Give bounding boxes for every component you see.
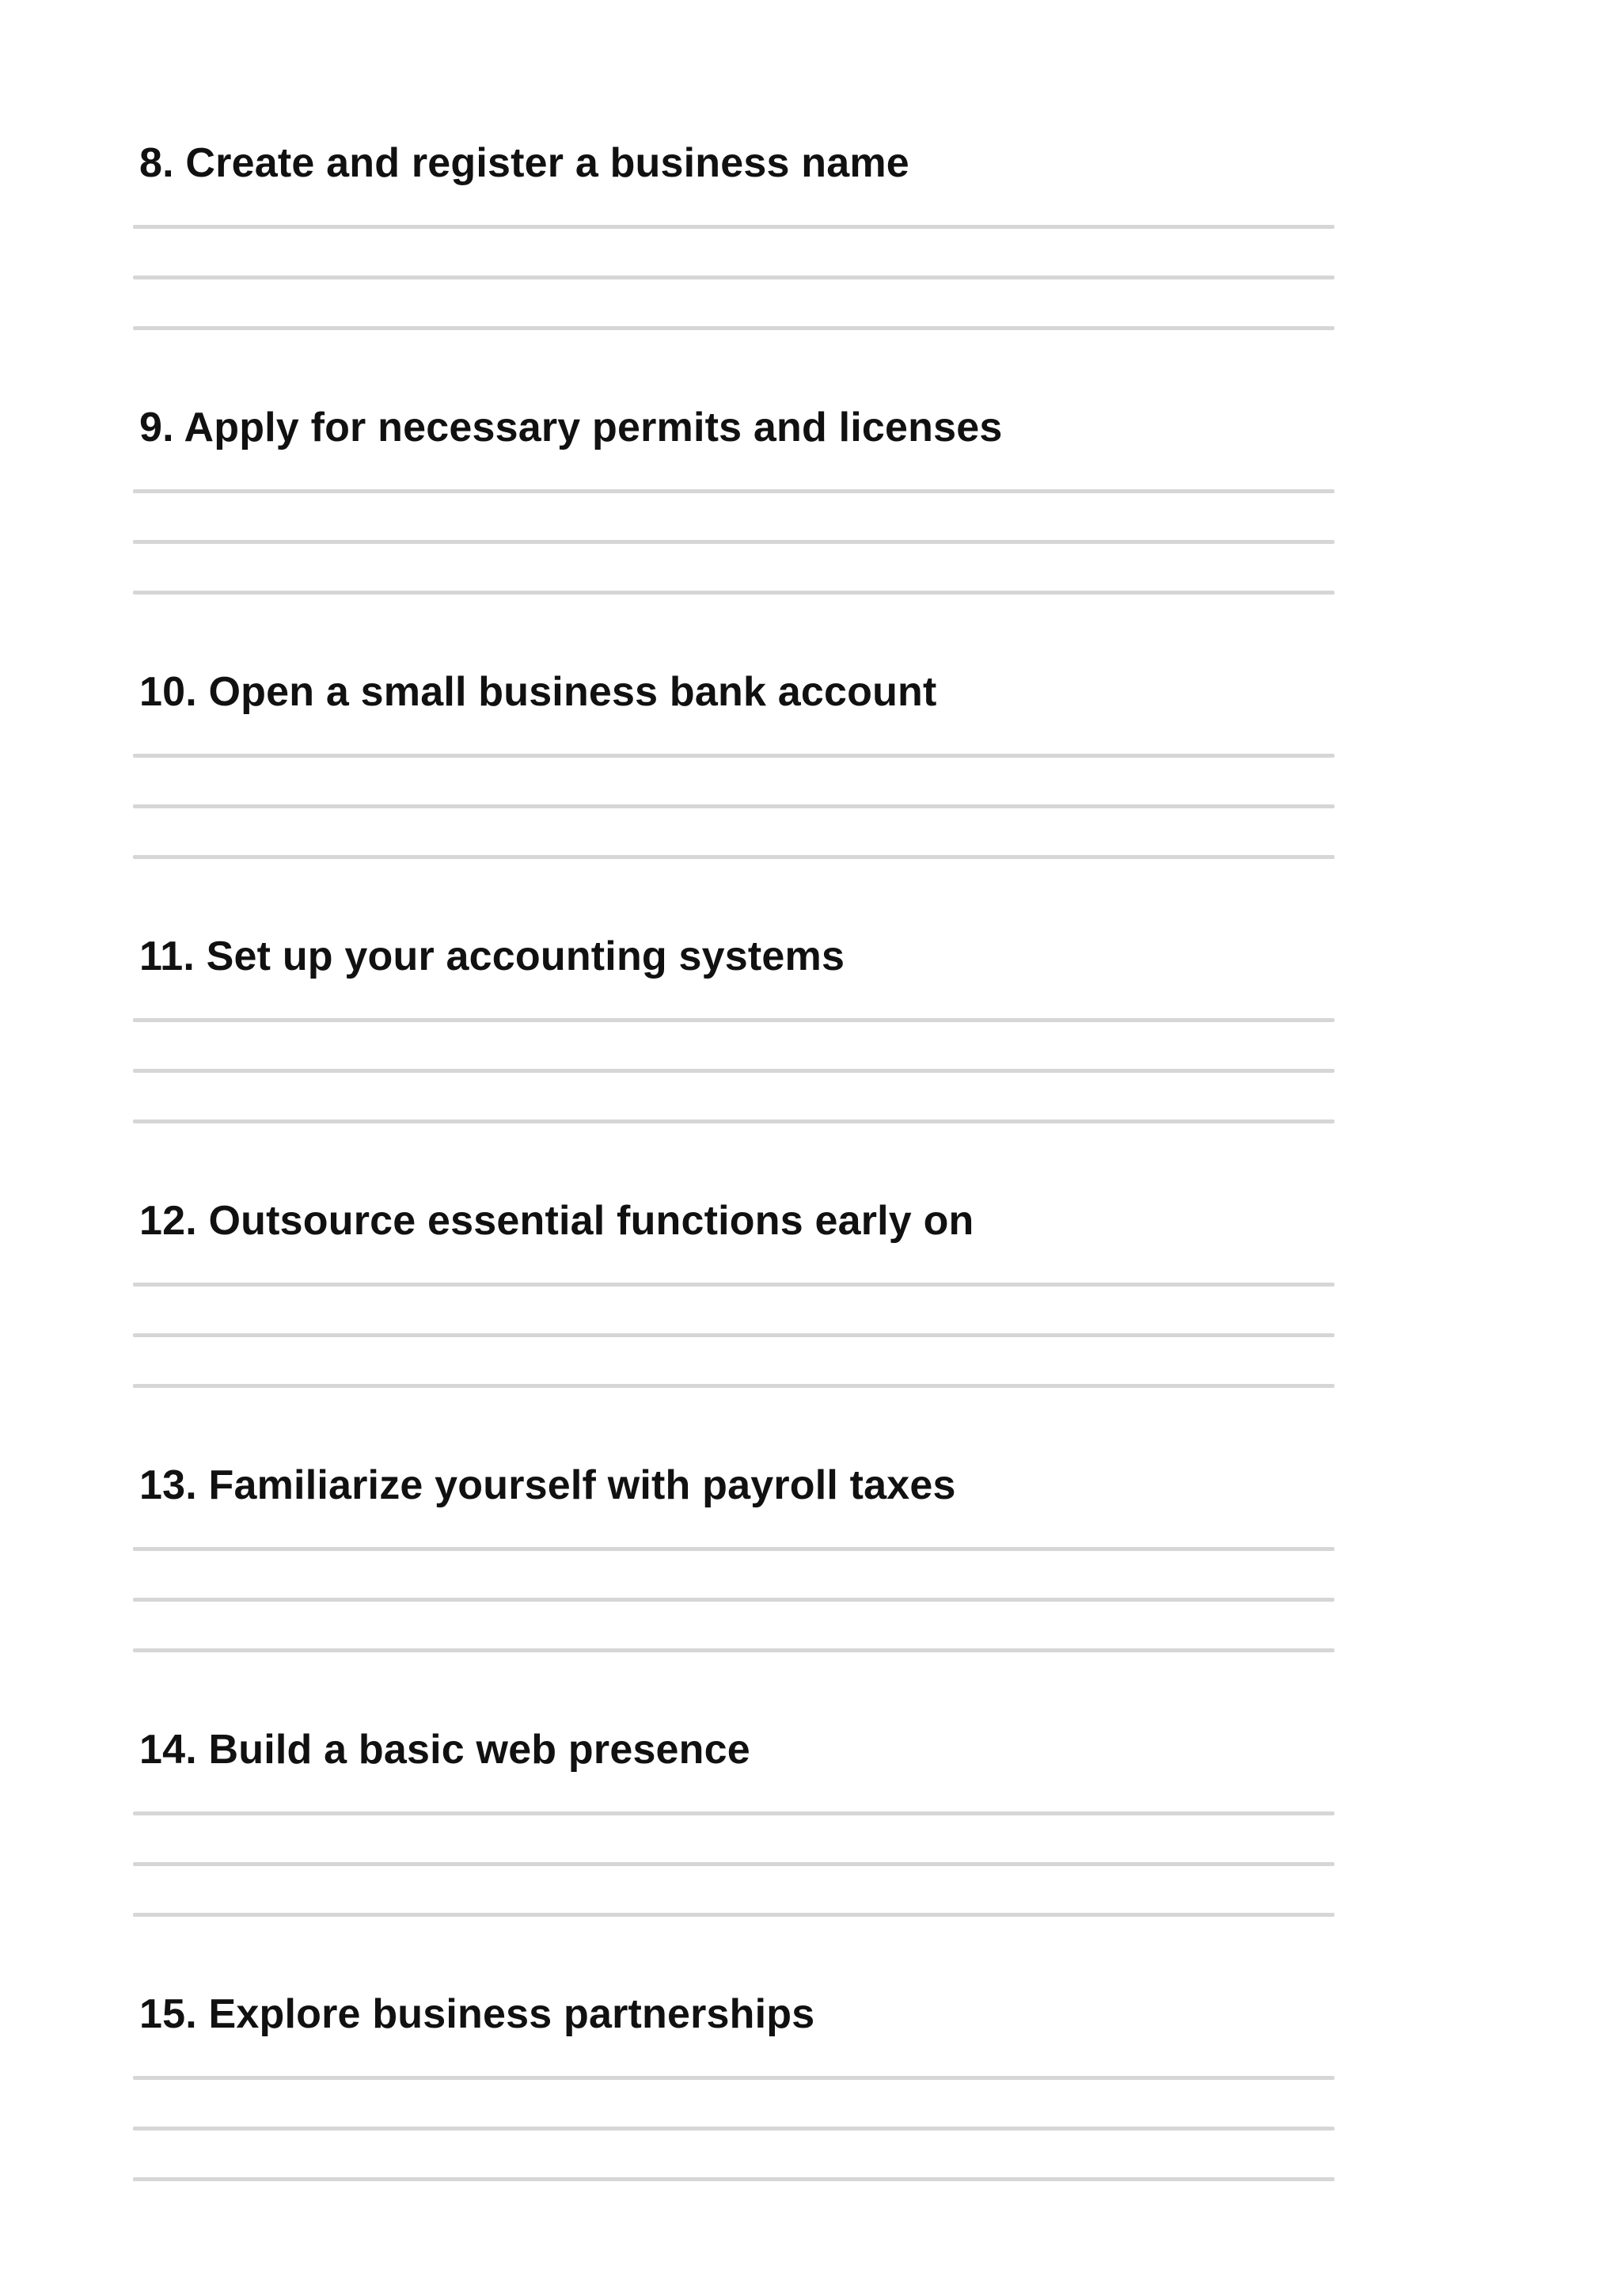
writing-line [133,2177,1334,2181]
writing-line [133,1119,1334,1123]
checklist-section-11 [133,925,1334,1131]
writing-line [133,1862,1334,1866]
writing-line [133,1547,1334,1551]
writing-line [133,1333,1334,1337]
writing-line [133,1648,1334,1652]
writing-line [133,591,1334,595]
section-heading: 11. Set up your accounting systems [139,933,845,979]
checklist-section-13 [133,1454,1334,1659]
checklist-section-10 [133,660,1334,866]
writing-line [133,489,1334,493]
section-heading: 12. Outsource essential functions early on [139,1198,974,1244]
writing-line [133,1384,1334,1388]
checklist-section-14 [133,1718,1334,1924]
writing-line [133,855,1334,859]
section-heading: 14. Build a basic web presence [139,1727,750,1773]
section-heading: 8. Create and register a business name [139,140,909,186]
writing-line [133,1069,1334,1073]
writing-line [133,2076,1334,2080]
writing-line [133,1811,1334,1815]
writing-line [133,276,1334,279]
writing-line [133,754,1334,758]
section-heading: 10. Open a small business bank account [139,669,937,715]
writing-line [133,804,1334,808]
writing-line [133,225,1334,229]
checklist-section-8 [133,131,1334,337]
section-heading: 13. Familiarize yourself with payroll taxes [139,1462,956,1508]
writing-line [133,540,1334,544]
writing-line [133,1283,1334,1287]
checklist-section-12 [133,1189,1334,1395]
checklist-section-9 [133,396,1334,602]
writing-line [133,326,1334,330]
writing-line [133,1018,1334,1022]
section-heading: 15. Explore business partnerships [139,1991,815,2037]
writing-line [133,1598,1334,1602]
checklist-section-15 [133,1982,1334,2188]
writing-line [133,1913,1334,1917]
section-heading: 9. Apply for necessary permits and licenses [139,405,1003,450]
writing-line [133,2127,1334,2131]
